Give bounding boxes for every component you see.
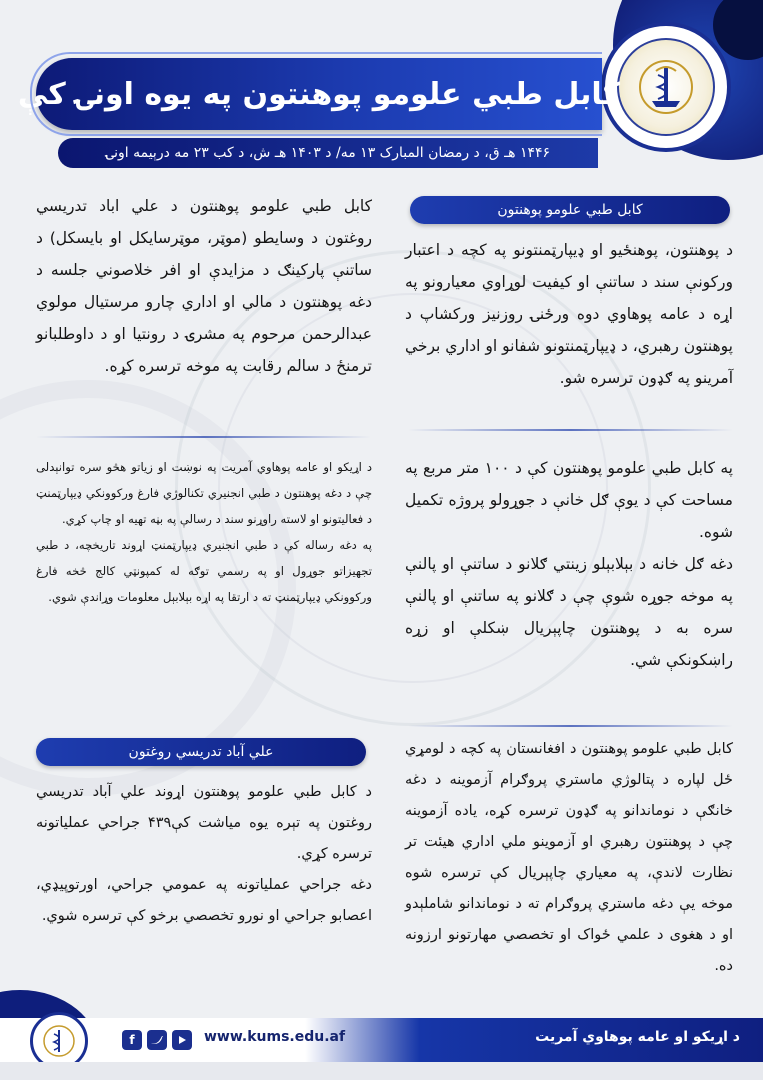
footer-department: د اړیکو او عامه پوهاوي آمریت xyxy=(535,1029,740,1045)
paragraph: کابل طبي علومو پوهنتون د علي اباد تدریسي روغتون د وسایطو (موټر، موټرسایکل او بایسکل) د ساتنې پارکینګ د مزایدې او افر خلاصوني جلسه د دغه پوهنتون د مالي او اداري چارو مرستیال مولوي عبدالرحمن مرحوم په مشرۍ د رونتیا او د داوطلبانو ترمنځ د سالم رقابت په موخه ترسره کړه. xyxy=(36,197,372,375)
section-title-kums: کابل طبي علومو پوهنتون xyxy=(410,196,730,224)
divider xyxy=(36,436,371,438)
left-block-surgeries xyxy=(36,777,372,932)
page-title: کابل طبي علومو پوهنتون په یوه اونۍ کې xyxy=(17,76,621,112)
left-block-parking-auction xyxy=(36,190,372,382)
paragraph: په دغه رساله کې د طبي انجنیري ډیپارټمنټ اړوند تاریخچه، د طبي تجهیزاتو جوړول او په رسمي توګه له کمپونټي کالج څخه فارغ ورکوونکي ډیپارټمنټ ته د ارتقا په اړه بېلابېل معلومات وړاندې شوي. xyxy=(36,538,372,604)
right-block-greenhouse xyxy=(405,452,733,676)
caduceus-icon xyxy=(636,57,696,117)
right-block-workshop xyxy=(405,234,733,394)
paragraph: د اړیکو او عامه پوهاوي آمریت په نوښت او زیاتو هڅو سره توانېدلی چې د دغه پوهنتون د طبي انجنیري تکنالوژي فارغ ورکوونکي ډیپارټمنټ د فعالیتونو او لاسته راوړنو سند د رسالې په بڼه تهیه او چاپ کړي. xyxy=(36,460,372,526)
play-icon xyxy=(177,1035,187,1045)
paragraph: د کابل طبي علومو پوهنتون اړوند علي آباد تدریسي روغتون په تېره یوه میاشت کې۴۳۹ جراحي عملیاتونه ترسره کړي. xyxy=(36,784,372,862)
paragraph: دغه جراحي عملیاتونه په عمومي جراحي، اورتوپیډي، اعصابو جراحي او نورو تخصصي برخو کې ترسره شوي. xyxy=(36,877,372,924)
date-line: ۱۴۴۶ هـ ق، د رمضان المبارک ۱۳ مه/ د ۱۴۰۳ هـ ش، د کب ۲۳ مه درېیمه اونۍ xyxy=(105,145,551,161)
divider xyxy=(408,725,733,727)
left-block-booklet xyxy=(36,454,372,610)
paragraph: په کابل طبي علومو پوهنتون کې د ۱۰۰ متر مربع په مساحت کې د یوې ګل خانې د جوړولو پروژه تکمیل شوه. xyxy=(405,459,733,541)
paragraph: دغه ګل خانه د بېلابېلو زینتي ګلانو د ساتنې او پالنې په موخه جوړه شوې چې د ګلانو په ساتنې او پالنې سره به د پوهنتون چاپېریال ښکلې او زړه راښکونکې شي. xyxy=(405,555,733,669)
bottom-strip xyxy=(0,1062,763,1080)
divider xyxy=(408,429,733,431)
twitter-icon[interactable] xyxy=(147,1030,167,1050)
right-block-pathology-exam xyxy=(405,734,733,982)
youtube-icon[interactable] xyxy=(172,1030,192,1050)
caduceus-icon xyxy=(41,1023,77,1059)
seal-emblem xyxy=(617,38,715,136)
paragraph: کابل طبي علومو پوهنتون د افغانستان په کچه د لومړي ځل لپاره د پتالوژي ماستري پروګرام آزموینه د دغه خانګې د نوماندانو په ګډون ترسره کړه، یاده آزموینه چې د پوهنتون رهبري او آزموینو ملي اداري هیئت تر نظارت لاندې، په معیاري چاپېریال کې ترسره شوه موخه یې دغه ماستري پروګرام ته د نوماندانو شاملېدو او د هغوی د علمي ځواک او تخصصي مهارتونو ارزونه ده. xyxy=(405,741,733,974)
date-banner xyxy=(58,138,598,168)
section-title-aliabad: علي آباد تدریسي روغتون xyxy=(36,738,366,766)
website-link[interactable]: www.kums.edu.af xyxy=(204,1029,346,1045)
social-links xyxy=(122,1030,192,1050)
facebook-icon[interactable]: f xyxy=(122,1030,142,1050)
paragraph: د پوهنتون، پوهنځیو او ډیپارټمنتونو په کچه د اعتبار ورکونې سند د ساتنې او کیفیت لوړاوي معیارونو په اړه د عامه پوهاوي دوه ورځنۍ روزنیز ورکشاپ د پوهنتون رهبري، د ډیپارټمنتونو شفانو او اداري برخي آمرینو په ګډون ترسره شو. xyxy=(405,241,733,387)
title-banner xyxy=(17,58,621,130)
university-seal-logo xyxy=(601,22,731,152)
bird-icon xyxy=(151,1035,163,1045)
